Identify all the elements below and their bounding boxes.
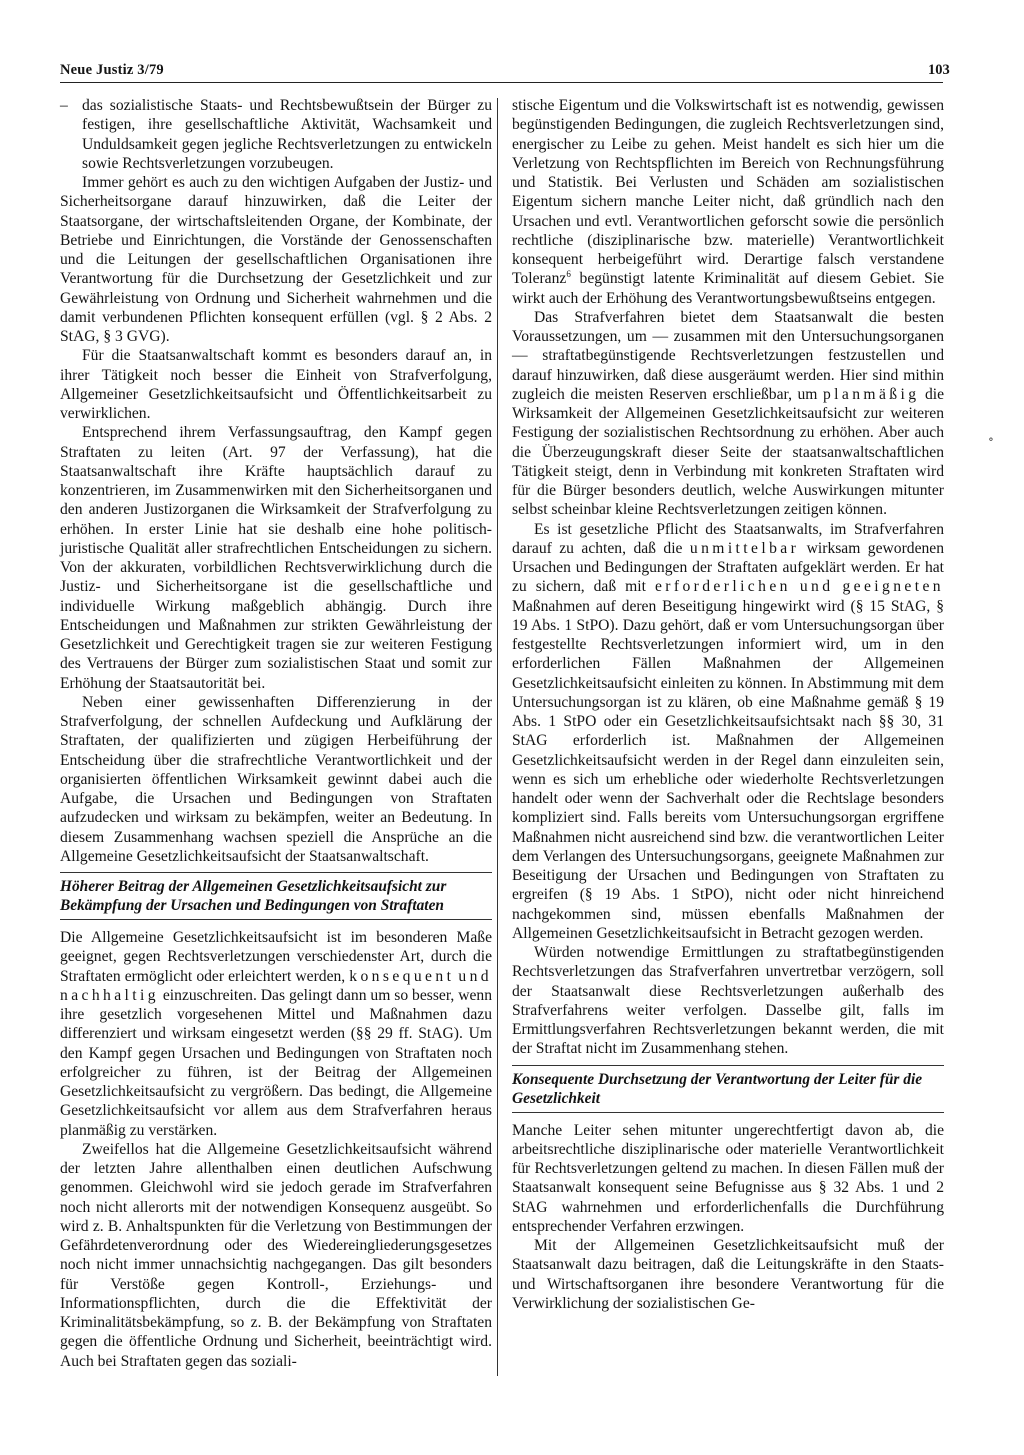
spaced-emphasis: unmittelbar (689, 539, 800, 557)
right-column (512, 96, 944, 1313)
column-divider (497, 98, 498, 1376)
paragraph: Immer gehört es auch zu den wichtigen Aufgaben der Justiz- und Sicherheitsorgane darauf hinzuwirken, daß die Leiter der Staatsorgane, der wirtschaftsleitenden Organe, der Kombinate, der Betriebe und Einrichtungen, die Vorstände der Genossenschaften und die Leitungen der gesellschaftlichen Organisationen ihre Verantwortung für die Durchsetzung der Gesetzlichkeit und zur Gewährleistung von Ordnung und Sicherheit wahrnehmen und die damit verbundenen Pflichten konsequent erfüllen (vgl. § 2 Abs. 2 StAG, § 3 GVG). (60, 174, 492, 345)
running-header: Neue Justiz 3/79 (60, 62, 164, 78)
bullet-text: das sozialistische Staats- und Rechtsbewußtsein der Bürger zu festigen, ihre gesellschaftliche Aktivität, Wachsamkeit und Unduldsamkeit gegen jegliche Rechtsverletzungen zu entwickeln sowie Rechtsverletzungen vorzubeugen. (82, 97, 492, 172)
page-number: 103 (928, 62, 950, 78)
text-run: Maßnahmen auf deren Beseitigung hingewirkt wird (§ 15 StAG, § 19 Abs. 1 StPO). Dazu gehört, daß er vom Untersuchungsorgan über festgestellte Rechtsverletzungen informiert wird, um in den erforderlichen Fällen Maßnahmen der Allgemeinen Gesetzlichkeitsaufsicht einleiten zu können. In Abstimmung mit dem Untersuchungsorgan ist zu klären, ob eine Maßnahme gemäß § 19 Abs. 1 StPO oder ein Gesetzlichkeitsaufsichtsakt nach §§ 30, 31 StAG erforderlich ist. Maßnahmen der Allgemeinen Gesetzlichkeitsaufsicht werden in der Regel dann einzuleiten sein, wenn es sich um erhebliche oder wiederholte Rechtsverletzungen handelt oder wenn der Sachverhalt oder die Rechtslage besonders kompliziert sind. Falls bereits vom Untersuchungsorgan ergriffene Maßnahmen nicht ausreichend sind bzw. die verantwortlichen Leiter dem Verlangen des Untersuchungsorgans, geeignete Maßnahmen zur Beseitigung der Ursachen und Bedingungen von Straftaten zu ergreifen (§ 19 Abs. 1 StPO), nicht oder nicht hinreichend nachgekommen sind, müssen ebenfalls Maßnahmen der Allgemeinen Gesetzlichkeitsaufsicht in Betracht gezogen werden. (512, 597, 944, 942)
paragraph (60, 928, 492, 1140)
paragraph (512, 308, 944, 520)
text-run: Das Strafverfahren bietet dem Staatsanwalt die besten Voraussetzungen, um — zusammen mit den Untersuchungsorganen — straftatbegünstigende Rechtsverletzungen festzustellen und darauf hinzuwirken, daß diese ausgeräumt werden. Hier sind mithin zugleich die meisten Reserven erschließbar, um (512, 308, 944, 403)
text-run: die Wirksamkeit der Allgemeinen Gesetzlichkeitsaufsicht zur weiteren Festigung der sozialistischen Rechtsordnung zu erhöhen. Aber auch die Überzeugungskraft dieser Seite der staatsanwaltschaftlichen Tätigkeit steigt, denn in Verbindung mit konkreten Straftaten wird für die Bürger besonders deutlich, welche Auswirkungen mitunter selbst scheinbar kleine Rechtsverletzungen zeitigen können. (512, 385, 944, 519)
bullet-dash: – (60, 97, 68, 114)
section-heading: Höherer Beitrag der Allgemeinen Gesetzlichkeitsaufsicht zur Bekämpfung der Ursachen und Bedingungen von Straftaten (60, 872, 492, 920)
spaced-emphasis: und (799, 578, 834, 596)
spaced-emphasis: planmäßig (822, 385, 920, 403)
text-run: stische Eigentum und die Volkswirtschaft ist es notwendig, gewissen begünstigenden Bedingungen, die zugleich Rechtsverletzungen sind, energischer zu Leibe zu gehen. Meist handelt es sich hier um die Verletzung von Rechtspflichten im Bereich von Rechnungsführung und Statistik. Bei Verlusten und Schäden am sozialistischen Eigentum sichern manche Leiter nicht, daß gründlich nach den Ursachen und evtl. Verantwortlichen geforscht sowie die persönlich rechtliche (disziplinarische bzw. materielle) Verantwortlichkeit konsequent herbeigeführt wird. Derartige falsch verstandene Toleranz (512, 97, 944, 288)
paragraph: Manche Leiter sehen mitunter ungerechtfertigt davon ab, die arbeitsrechtliche disziplinarische oder materielle Verantwortlichkeit für Rechtsverletzungen geltend zu machen. In diesen Fällen muß der Staatsanwalt konsequent seine Befugnisse aus § 32 Abs. 1 und 2 StAG wahrnehmen und erforderlichenfalls die Durchführung entsprechender Verfahren erzwingen. (512, 1121, 944, 1235)
paragraph (512, 520, 944, 944)
paragraph: Würden notwendige Ermittlungen zu straftatbegünstigenden Rechtsverletzungen das Strafverfahren unvertretbar verzögern, soll der Staatsanwalt diese Rechtsverletzungen außerhalb des Strafverfahrens weiter verfolgen. Dasselbe gilt, falls im Ermittlungsverfahren Rechtsverletzungen bekannt werden, die mit der Straftat nicht im Zusammenhang stehen. (512, 944, 944, 1058)
header-rule (60, 82, 943, 83)
paragraph (512, 96, 944, 308)
spaced-emphasis: geeigneten (842, 578, 944, 596)
footnote-marker: 6 (566, 269, 571, 280)
paragraph: Neben einer gewissenhaften Differenzierung in der Strafverfolgung, der schnellen Aufdeckung und Aufklärung der Straftaten, der qualifizierten und zügigen Herbeiführung der Entscheidung über die strafrechtliche Verantwortlichkeit und der organisierten öffentlichen Wirksamkeit gewinnt dabei auch die Aufgabe, die Ursachen und Bedingungen von Straftaten aufzudecken und wirksam zu bekämpfen, weiter an Bedeutung. In diesem Zusammenhang wachsen speziell die Ansprüche an die Allgemeine Gesetzlichkeitsaufsicht der Staatsanwaltschaft. (60, 693, 492, 865)
paragraph: Zweifellos hat die Allgemeine Gesetzlichkeitsaufsicht während der letzten Jahre allenthalben einen deutlichen Aufschwung genommen. Gleichwohl wird sie jedoch gerade im Strafverfahren noch nicht allerorts mit der notwendigen Konsequenz ausgeübt. So wird z. B. Anhaltspunkten für die Verletzung von Bestimmungen der Gefährdetenverordnung oder des Wiedereingliederungsgesetzes noch nicht immer unnachsichtig nachgegangen. Das gilt besonders für Verstöße gegen Kontroll-, Erziehungs- und Informationspflichten, durch die die Effektivität der Kriminalitätsbekämpfung, so z. B. der Bekämpfung von Straftaten gegen die öffentliche Ordnung und Sicherheit, beeinträchtigt wird. Auch bei Straftaten gegen das soziali- (60, 1140, 492, 1370)
margin-mark: ∘ (988, 432, 994, 446)
text-run: Die Allgemeine Gesetzlichkeitsaufsicht ist im besonderen Maße geeignet, gegen Rechtsverletzungen verschiedenster Art, durch die Straftaten ermöglicht oder erleichtert werden, (60, 929, 492, 985)
text-run: wirksam gewordenen Ursachen und Bedingungen der Straftaten aufgeklärt werden. Er hat zu sichern, daß mit (512, 539, 944, 596)
spaced-emphasis: und (458, 967, 492, 985)
section-heading: Konsequente Durchsetzung der Verantwortung der Leiter für die Gesetzlichkeit (512, 1065, 944, 1113)
left-column (60, 96, 492, 1371)
bullet-paragraph (60, 96, 492, 173)
spaced-emphasis: erforderlichen (654, 578, 791, 596)
text-run: Es ist gesetzliche Pflicht des Staatsanwalts, im Strafverfahren darauf zu achten, daß die (512, 520, 944, 557)
spaced-emphasis: nachhaltig (60, 986, 159, 1004)
text-run: einzuschreiten. Das gelingt dann um so besser, wenn ihre gesetzlich vorgesehenen Mittel und Maßnahmen dazu differenziert und wirksam eingesetzt werden (§§ 29 ff. StAG). Um den Kampf gegen Ursachen und Bedingungen von Straftaten noch erfolgreicher zu führen, ist der Beitrag der Allgemeinen Gesetzlichkeitsaufsicht zu vergrößern. Das bedingt, die Allgemeine Gesetzlichkeitsaufsicht vor allem aus dem Strafverfahren heraus planmäßig zu verstärken. (60, 986, 492, 1139)
text-run: begünstigt latente Kriminalität auf diesem Gebiet. Sie wirkt auch der Erhöhung des Verantwortungsbewußtseins entgegen. (512, 270, 945, 307)
paragraph: Für die Staatsanwaltschaft kommt es besonders darauf an, in ihrer Tätigkeit noch besser die Einheit von Strafverfolgung, Allgemeiner Gesetzlichkeitsaufsicht und Öffentlichkeitsarbeit zu verwirklichen. (60, 347, 492, 422)
spaced-emphasis: konsequent (349, 967, 455, 985)
paragraph: Mit der Allgemeinen Gesetzlichkeitsaufsicht muß der Staatsanwalt dazu beitragen, daß die Leitungskräfte in den Staats- und Wirtschaftsorganen ihre besondere Verantwortung für die Verwirklichung der sozialistischen Ge- (512, 1237, 944, 1312)
paragraph: Entsprechend ihrem Verfassungsauftrag, den Kampf gegen Straftaten zu leiten (Art. 97 der Verfassung), hat die Staatsanwaltschaft ihre Kräfte hauptsächlich darauf zu konzentrieren, im Zusammenwirken mit den Sicherheitsorganen und den anderen Justizorganen die Wirksamkeit der Strafverfolgung zu erhöhen. In erster Linie hat sie deshalb eine hohe politisch-juristische Qualität aller strafrechtlichen Entscheidungen zu sichern. Von der akkuraten, vorbildlichen Rechtsverwirklichung durch die Justiz- und Sicherheitsorgane ist die gesellschaftliche und individuelle Wirkung maßgeblich abhängig. Durch ihre Entscheidungen und Maßnahmen zur strikten Gewährleistung der Gesetzlichkeit und Gerechtigkeit tragen sie zur weiteren Festigung des Vertrauens der Bürger zum sozialistischen Staat und somit zur Erhöhung der Staatsautorität bei. (60, 424, 492, 692)
